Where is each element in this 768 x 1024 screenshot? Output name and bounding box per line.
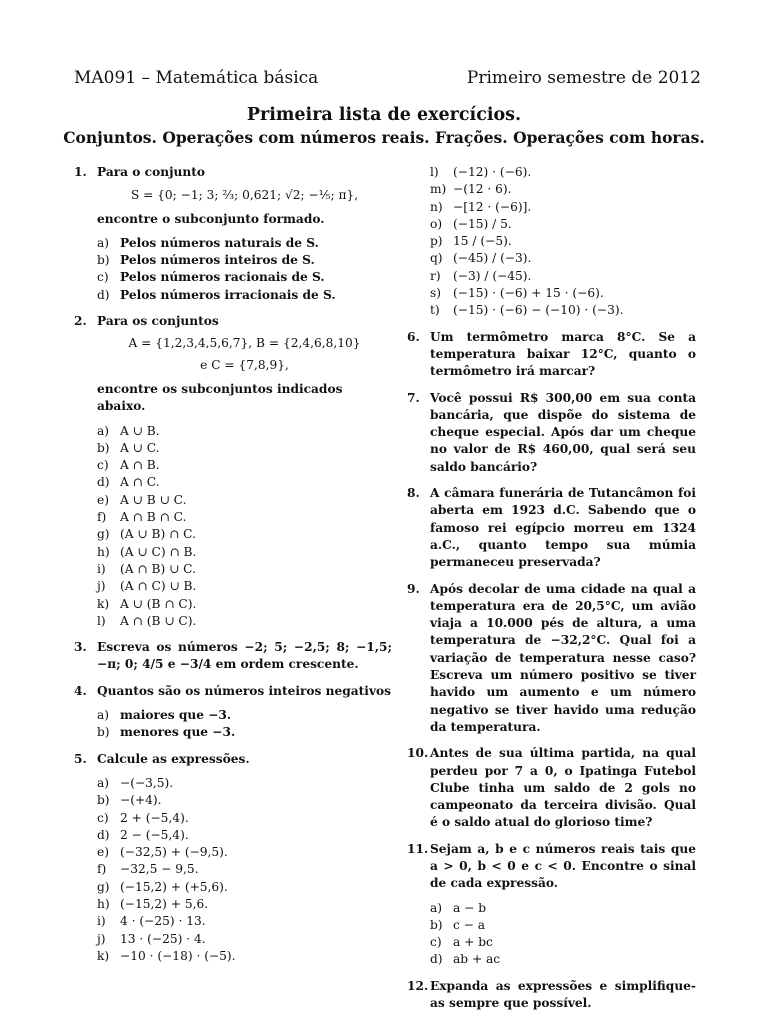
sub-item [97, 423, 392, 440]
question-text: Para o conjunto [97, 165, 205, 179]
sub-item [97, 544, 392, 561]
sub-item [97, 931, 392, 948]
sub-item-text: A ∪ C. [120, 440, 160, 455]
sub-item-text: Pelos números naturais de S. [120, 235, 319, 250]
sub-item-label: j) [97, 931, 106, 946]
sub-item [97, 440, 392, 457]
left-column [74, 164, 392, 965]
sub-item-text: Pelos números inteiros de S. [120, 253, 315, 268]
question-number: 10. [407, 746, 429, 761]
sub-item [97, 810, 392, 827]
sub-item-label: f) [97, 862, 107, 877]
sub-item [430, 216, 696, 233]
set-formula: S = {0; −1; 3; ²⁄₃; 0,621; √2; −¹⁄₅; π}, [130, 188, 359, 203]
sub-item [97, 492, 392, 509]
question-8 [407, 485, 696, 571]
sub-item-text: 4 · (−25) · 13. [120, 914, 206, 929]
sub-item-label: k) [97, 596, 110, 611]
sub-item-label: a) [97, 708, 110, 723]
sub-item-label: t) [430, 303, 440, 318]
sub-item-label: c) [430, 935, 442, 950]
sub-item-text: A ∩ (B ∪ C). [120, 613, 197, 628]
sub-item [97, 792, 392, 809]
sub-item-label: l) [97, 613, 106, 628]
sub-item-text: −[12 · (−6)]. [453, 199, 532, 214]
sub-item-text: (−15) / 5. [453, 216, 512, 231]
sub-item [97, 861, 392, 878]
question-4 [74, 683, 392, 742]
sub-item-text: 15 / (−5). [453, 234, 512, 249]
question-number: 4. [74, 683, 87, 698]
question-2 [74, 313, 392, 630]
sub-item [97, 457, 392, 474]
sub-item [430, 951, 696, 968]
sub-items [430, 164, 696, 320]
sub-item [97, 252, 392, 269]
sub-item-label: b) [430, 917, 443, 932]
sub-item-label: n) [430, 199, 443, 214]
sub-item [97, 613, 392, 630]
question-number: 8. [407, 486, 420, 501]
sub-item [97, 578, 392, 595]
question-number: 9. [407, 581, 420, 596]
question-text: Quantos são os números inteiros negativos [97, 683, 392, 698]
sub-item-label: j) [97, 579, 106, 594]
sub-item-text: (A ∩ C) ∪ B. [120, 579, 197, 594]
sub-item-label: e) [97, 492, 109, 507]
sub-item-label: b) [97, 253, 110, 268]
page-subtitle: Conjuntos. Operações com números reais. Frações. Operações com horas. [63, 128, 705, 147]
sub-item-text: −32,5 − 9,5. [120, 862, 199, 877]
sub-item-label: b) [97, 725, 110, 740]
sub-item-label: m) [430, 182, 447, 197]
sub-item-text: (−15) · (−6) − (−10) · (−3). [453, 303, 624, 318]
sub-item [97, 913, 392, 930]
question-text: Um termômetro marca 8°C. Se a temperatura baixar 12°C, quanto o termômetro irá marcar? [430, 329, 696, 379]
sub-item-text: ab + ac [453, 952, 501, 967]
sub-item-text: 2 − (−5,4). [120, 827, 189, 842]
sub-item-text: c − a [453, 917, 486, 932]
question-number: 7. [407, 390, 420, 405]
sub-item-label: r) [430, 268, 441, 283]
sub-item [97, 844, 392, 861]
set-c-formula: e C = {7,8,9}, [200, 357, 289, 372]
sub-item [97, 287, 392, 304]
sub-items [97, 235, 392, 304]
question-11 [407, 841, 696, 969]
sub-item-text: A ∪ (B ∩ C). [120, 596, 197, 611]
sub-item-label: a) [97, 423, 110, 438]
semester: Primeiro semestre de 2012 [466, 68, 701, 88]
question-number: 11. [407, 841, 429, 856]
sub-item [430, 900, 696, 917]
sub-item-label: c) [97, 810, 109, 825]
sub-item [430, 181, 696, 198]
sub-item-label: a) [97, 775, 110, 790]
question-number: 12. [407, 978, 429, 993]
sub-item [430, 285, 696, 302]
sub-item [97, 775, 392, 792]
sub-item [430, 917, 696, 934]
question-7 [407, 390, 696, 476]
question-text: Após decolar de uma cidade na qual a temperatura era de 20,5°C, um avião viaja a 10.000 pés de altura, a uma temperatura de −32,2°C. Qual foi a variação de temperatura nesse caso? Escreva um número positivo se tiver havido um aumento e um número negativo se tiver havido uma redução da temperatura. [430, 581, 696, 734]
sub-item-label: c) [97, 458, 109, 473]
sub-item-label: k) [97, 948, 110, 963]
question-6 [407, 329, 696, 381]
sub-item-label: e) [97, 845, 109, 860]
sub-item-label: o) [430, 216, 443, 231]
sub-item [430, 302, 696, 319]
sub-item-text: a + bc [453, 935, 493, 950]
sub-item-label: g) [97, 879, 110, 894]
sub-item [430, 268, 696, 285]
sub-items [430, 900, 696, 969]
sub-item [97, 707, 392, 724]
sub-item-text: A ∪ B. [120, 423, 160, 438]
sub-item-label: i) [97, 561, 106, 576]
sub-item-label: f) [97, 510, 107, 525]
sub-item [97, 948, 392, 965]
question-10 [407, 745, 696, 831]
sub-item [97, 896, 392, 913]
question-5-continued [407, 164, 696, 320]
sub-item-label: h) [97, 896, 110, 911]
sub-item-label: a) [430, 900, 443, 915]
sub-item-text: Pelos números racionais de S. [120, 270, 325, 285]
question-text: Escreva os números −2; 5; −2,5; 8; −1,5; −π; 0; 4/5 e −3/4 em ordem crescente. [97, 640, 392, 672]
sub-item [97, 474, 392, 491]
sub-item-label: b) [97, 440, 110, 455]
sub-item [430, 199, 696, 216]
sub-items [97, 775, 392, 965]
sub-item-text: 2 + (−5,4). [120, 810, 189, 825]
page-title: Primeira lista de exercícios. [246, 105, 522, 125]
sub-item-text: menores que −3. [120, 725, 236, 740]
course-title: MA091 – Matemática básica [74, 68, 319, 88]
sub-item [430, 164, 696, 181]
question-text-after: encontre os subconjuntos indicados abaixo. [97, 381, 343, 414]
question-1 [74, 164, 392, 304]
sub-item [97, 724, 392, 741]
sub-item [97, 235, 392, 252]
sub-item-label: p) [430, 234, 443, 249]
question-text: Você possui R$ 300,00 em sua conta bancária, que dispõe do sistema de cheque especial. Após dar um cheque no valor de R$ 460,00, qual será seu saldo bancário? [430, 390, 696, 474]
question-text: A câmara funerária de Tutancâmon foi aberta em 1923 d.C. Sabendo que o famoso rei egípcio morreu em 1324 a.C., quanto tempo sua múmia permaneceu preservada? [430, 486, 696, 570]
sub-item-label: h) [97, 544, 110, 559]
sub-items [97, 707, 392, 742]
sub-item [97, 879, 392, 896]
sub-item-text: maiores que −3. [120, 708, 232, 723]
sub-item-text: A ∪ B ∪ C. [120, 492, 187, 507]
sub-item-text: (A ∩ B) ∪ C. [120, 561, 196, 576]
sub-item-text: (−45) / (−3). [453, 251, 532, 266]
sub-item-label: l) [430, 165, 439, 179]
sub-item-text: (−15) · (−6) + 15 · (−6). [453, 286, 604, 301]
sub-item-label: s) [430, 286, 442, 301]
sub-item-text: (−12) · (−6). [453, 165, 532, 179]
sub-item-text: (−15,2) + 5,6. [120, 896, 209, 911]
question-number: 2. [74, 314, 87, 329]
sub-item-text: −(+4). [120, 793, 162, 808]
sub-item [430, 233, 696, 250]
right-column [407, 164, 696, 1012]
question-text: Expanda as expressões e simplifique-as sempre que possível. [430, 978, 696, 1011]
question-text: Antes de sua última partida, na qual perdeu por 7 a 0, o Ipatinga Futebol Clube tinha um saldo de 2 gols no campeonato da terceira divisão. Qual é o saldo atual do glorioso time? [430, 746, 696, 830]
sub-item-text: (−32,5) + (−9,5). [120, 845, 228, 860]
sub-item-label: g) [97, 527, 110, 542]
sub-item [430, 250, 696, 267]
sub-item-label: d) [430, 952, 443, 967]
sub-item-label: a) [97, 235, 110, 250]
question-number: 3. [74, 640, 87, 655]
sub-item-text: A ∩ B. [120, 458, 160, 473]
sub-item-label: c) [97, 270, 109, 285]
sub-item-text: −(12 · 6). [453, 182, 512, 197]
sub-item-text: (A ∪ C) ∩ B. [120, 544, 197, 559]
sub-item-text: a − b [453, 900, 487, 915]
question-5 [74, 751, 392, 966]
sub-item-text: −(−3,5). [120, 775, 174, 790]
sub-item [97, 561, 392, 578]
question-3 [74, 639, 392, 674]
question-text: Calcule as expressões. [97, 751, 250, 766]
question-text: Para os conjuntos [97, 314, 219, 329]
question-text: Sejam a, b e c números reais tais que a > 0, b < 0 e c < 0. Encontre o sinal de cada expressão. [430, 841, 696, 891]
sub-item-text: −10 · (−18) · (−5). [120, 948, 236, 963]
sub-item [97, 526, 392, 543]
sub-item-text: A ∩ C. [120, 475, 160, 490]
sub-item [97, 827, 392, 844]
sub-item-label: d) [97, 827, 110, 842]
question-text-after: encontre o subconjunto formado. [97, 211, 325, 226]
question-number: 5. [74, 751, 87, 766]
sub-item [97, 509, 392, 526]
sub-item-label: d) [97, 475, 110, 490]
sub-item-label: i) [97, 914, 106, 929]
sub-item-text: 13 · (−25) · 4. [120, 931, 206, 946]
question-9 [407, 581, 696, 737]
sub-item [97, 596, 392, 613]
sets-formula: A = {1,2,3,4,5,6,7}, B = {2,4,6,8,10} [128, 336, 361, 351]
sub-item-label: q) [430, 251, 443, 266]
sub-items [97, 423, 392, 631]
question-12 [407, 978, 696, 1013]
question-number: 1. [74, 165, 87, 179]
sub-item [97, 269, 392, 286]
sub-item-text: Pelos números irracionais de S. [120, 287, 336, 302]
sub-item [430, 934, 696, 951]
sub-item-text: (−3) / (−45). [453, 268, 532, 283]
sub-item-text: (A ∪ B) ∩ C. [120, 527, 196, 542]
sub-item-label: b) [97, 793, 110, 808]
sub-item-text: (−15,2) + (+5,6). [120, 879, 228, 894]
question-number: 6. [407, 329, 420, 344]
sub-item-label: d) [97, 287, 110, 302]
sub-item-text: A ∩ B ∩ C. [120, 510, 187, 525]
